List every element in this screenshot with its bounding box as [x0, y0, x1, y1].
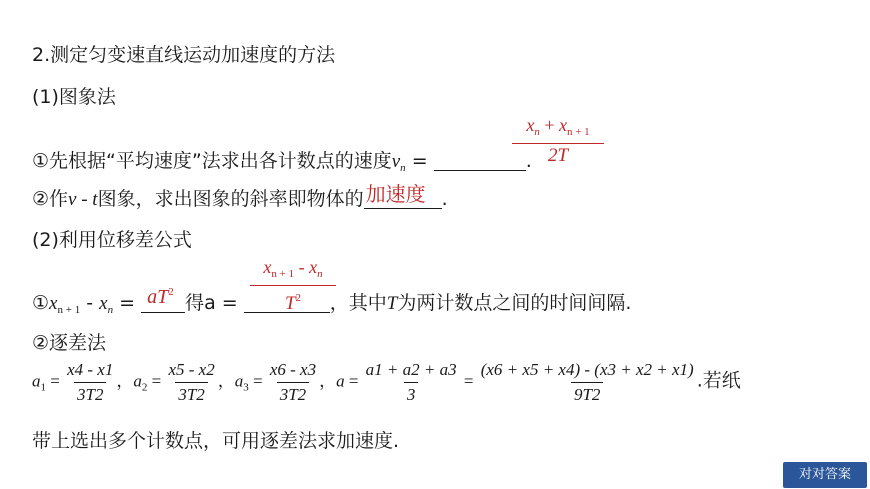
- successive-difference-formula: [32, 360, 741, 405]
- eq-4: =: [348, 371, 359, 391]
- fraction-avg-num: a1 + a2 + a3: [365, 360, 457, 379]
- formula-tail: .若纸: [696, 369, 741, 392]
- velocity-var: v: [391, 151, 401, 172]
- lhs-x2-sub: n: [107, 304, 114, 316]
- lhs-minus: -: [86, 292, 94, 314]
- a1-var: a: [32, 371, 41, 391]
- fraction-a1: [64, 360, 116, 405]
- check-answer-button[interactable]: 对对答案: [783, 462, 867, 488]
- method1-item2-text: 图象，求出图象的斜率即物体的: [97, 188, 364, 210]
- fraction-avg-den: 3: [404, 382, 419, 405]
- method1-item1-text: ①先根据“平均速度”法求出各计数点的速度: [32, 150, 392, 172]
- answer2-den-sup: 2: [295, 292, 302, 304]
- fraction-a2-den: 3T2: [175, 382, 207, 405]
- method2-title: [32, 225, 192, 252]
- a2-sub: 2: [141, 381, 148, 394]
- answer-x-b-sub: n + 1: [566, 126, 590, 138]
- method2-item2: [32, 328, 106, 355]
- method2-item2-title: ②逐差法: [32, 332, 107, 354]
- lhs-x-sub: n + 1: [57, 304, 81, 316]
- answer-blank-aT2: [141, 286, 185, 313]
- section-heading-text: 2.测定匀变速直线运动加速度的方法: [32, 44, 336, 66]
- method1-item2-end: .: [441, 188, 448, 210]
- method2-item1-tail-b: 为两计数点之间的时间间隔.: [397, 292, 632, 314]
- fraction-total-den: 9T2: [571, 382, 603, 405]
- answer-blank-a: [244, 292, 330, 313]
- method1-item1: [32, 146, 532, 174]
- answer2-x-b: x: [309, 257, 318, 277]
- answer-blank-acceleration: [364, 182, 442, 209]
- method2-item1-prefix: ①: [32, 292, 50, 314]
- method1-item2-prefix: ②作: [32, 188, 69, 210]
- lhs-x: x: [49, 293, 58, 314]
- comma-2: ，: [217, 371, 235, 391]
- fraction-total-num: (x6 + x5 + x4) - (x3 + x2 + x1): [480, 360, 694, 379]
- fraction-total: [478, 360, 697, 405]
- method2-item1-mid: 得a =: [185, 292, 238, 314]
- eq-2: =: [151, 371, 162, 391]
- answer-x-a-sub: n: [534, 126, 540, 138]
- method1-item1-eq: =: [411, 150, 428, 172]
- method2-item1-tail-a: ，其中: [329, 292, 387, 314]
- graph-var: v - t: [68, 189, 98, 210]
- answer-aT2-sup: 2: [168, 286, 174, 298]
- answer-aT2-base: aT: [147, 286, 169, 308]
- lhs-x2: x: [99, 293, 108, 314]
- a-var: a: [336, 371, 345, 391]
- fraction-a3-den: 3T2: [277, 382, 309, 405]
- answer2-x-b-sub: n: [317, 268, 323, 280]
- period-var: T: [386, 293, 398, 314]
- eq-3: =: [252, 371, 263, 391]
- method1-item2: [32, 184, 448, 211]
- fraction-a2: [165, 360, 217, 405]
- answer-x-b: x: [558, 115, 567, 135]
- answer2-minus: -: [298, 257, 305, 277]
- answer-blank-velocity: [434, 150, 526, 171]
- fraction-a3: [267, 360, 319, 405]
- closing-line: [32, 426, 399, 453]
- method1-item1-end: .: [525, 150, 532, 172]
- eq-1: =: [50, 371, 60, 391]
- method2-item1-eq: =: [119, 292, 136, 314]
- answer-x-a: x: [526, 115, 535, 135]
- answer-acceleration: 加速度: [365, 182, 426, 206]
- fraction-a2-num: x5 - x2: [168, 360, 215, 379]
- a3-sub: 3: [243, 381, 249, 394]
- comma-3: ，: [319, 371, 337, 391]
- fraction-avg: [363, 360, 460, 405]
- comma-1: ，: [116, 371, 134, 391]
- fraction-a1-num: x4 - x1: [67, 360, 114, 379]
- eq-5: =: [463, 371, 474, 391]
- a1-sub: 1: [40, 381, 46, 394]
- a3-var: a: [234, 371, 244, 391]
- answer2-x-a-sub: n + 1: [271, 268, 295, 280]
- method1-title-text: (1)图象法: [32, 86, 116, 108]
- closing-text: 带上选出多个计数点，可用逐差法求加速度.: [32, 430, 400, 452]
- section-heading: [32, 40, 335, 67]
- answer-aT2: [147, 286, 174, 309]
- answer2-x-a: x: [263, 257, 272, 277]
- method2-item1: [32, 288, 631, 316]
- answer-plus: +: [544, 115, 555, 135]
- method1-title: [32, 82, 116, 109]
- fraction-a3-num: x6 - x3: [269, 360, 317, 379]
- fraction-a1-den: 3T2: [74, 382, 106, 405]
- velocity-sub: n: [400, 162, 406, 174]
- a2-var: a: [133, 371, 142, 391]
- method2-title-text: (2)利用位移差公式: [32, 229, 192, 251]
- answer2-den: T: [284, 293, 296, 314]
- answer-velocity-den: 2T: [547, 145, 569, 166]
